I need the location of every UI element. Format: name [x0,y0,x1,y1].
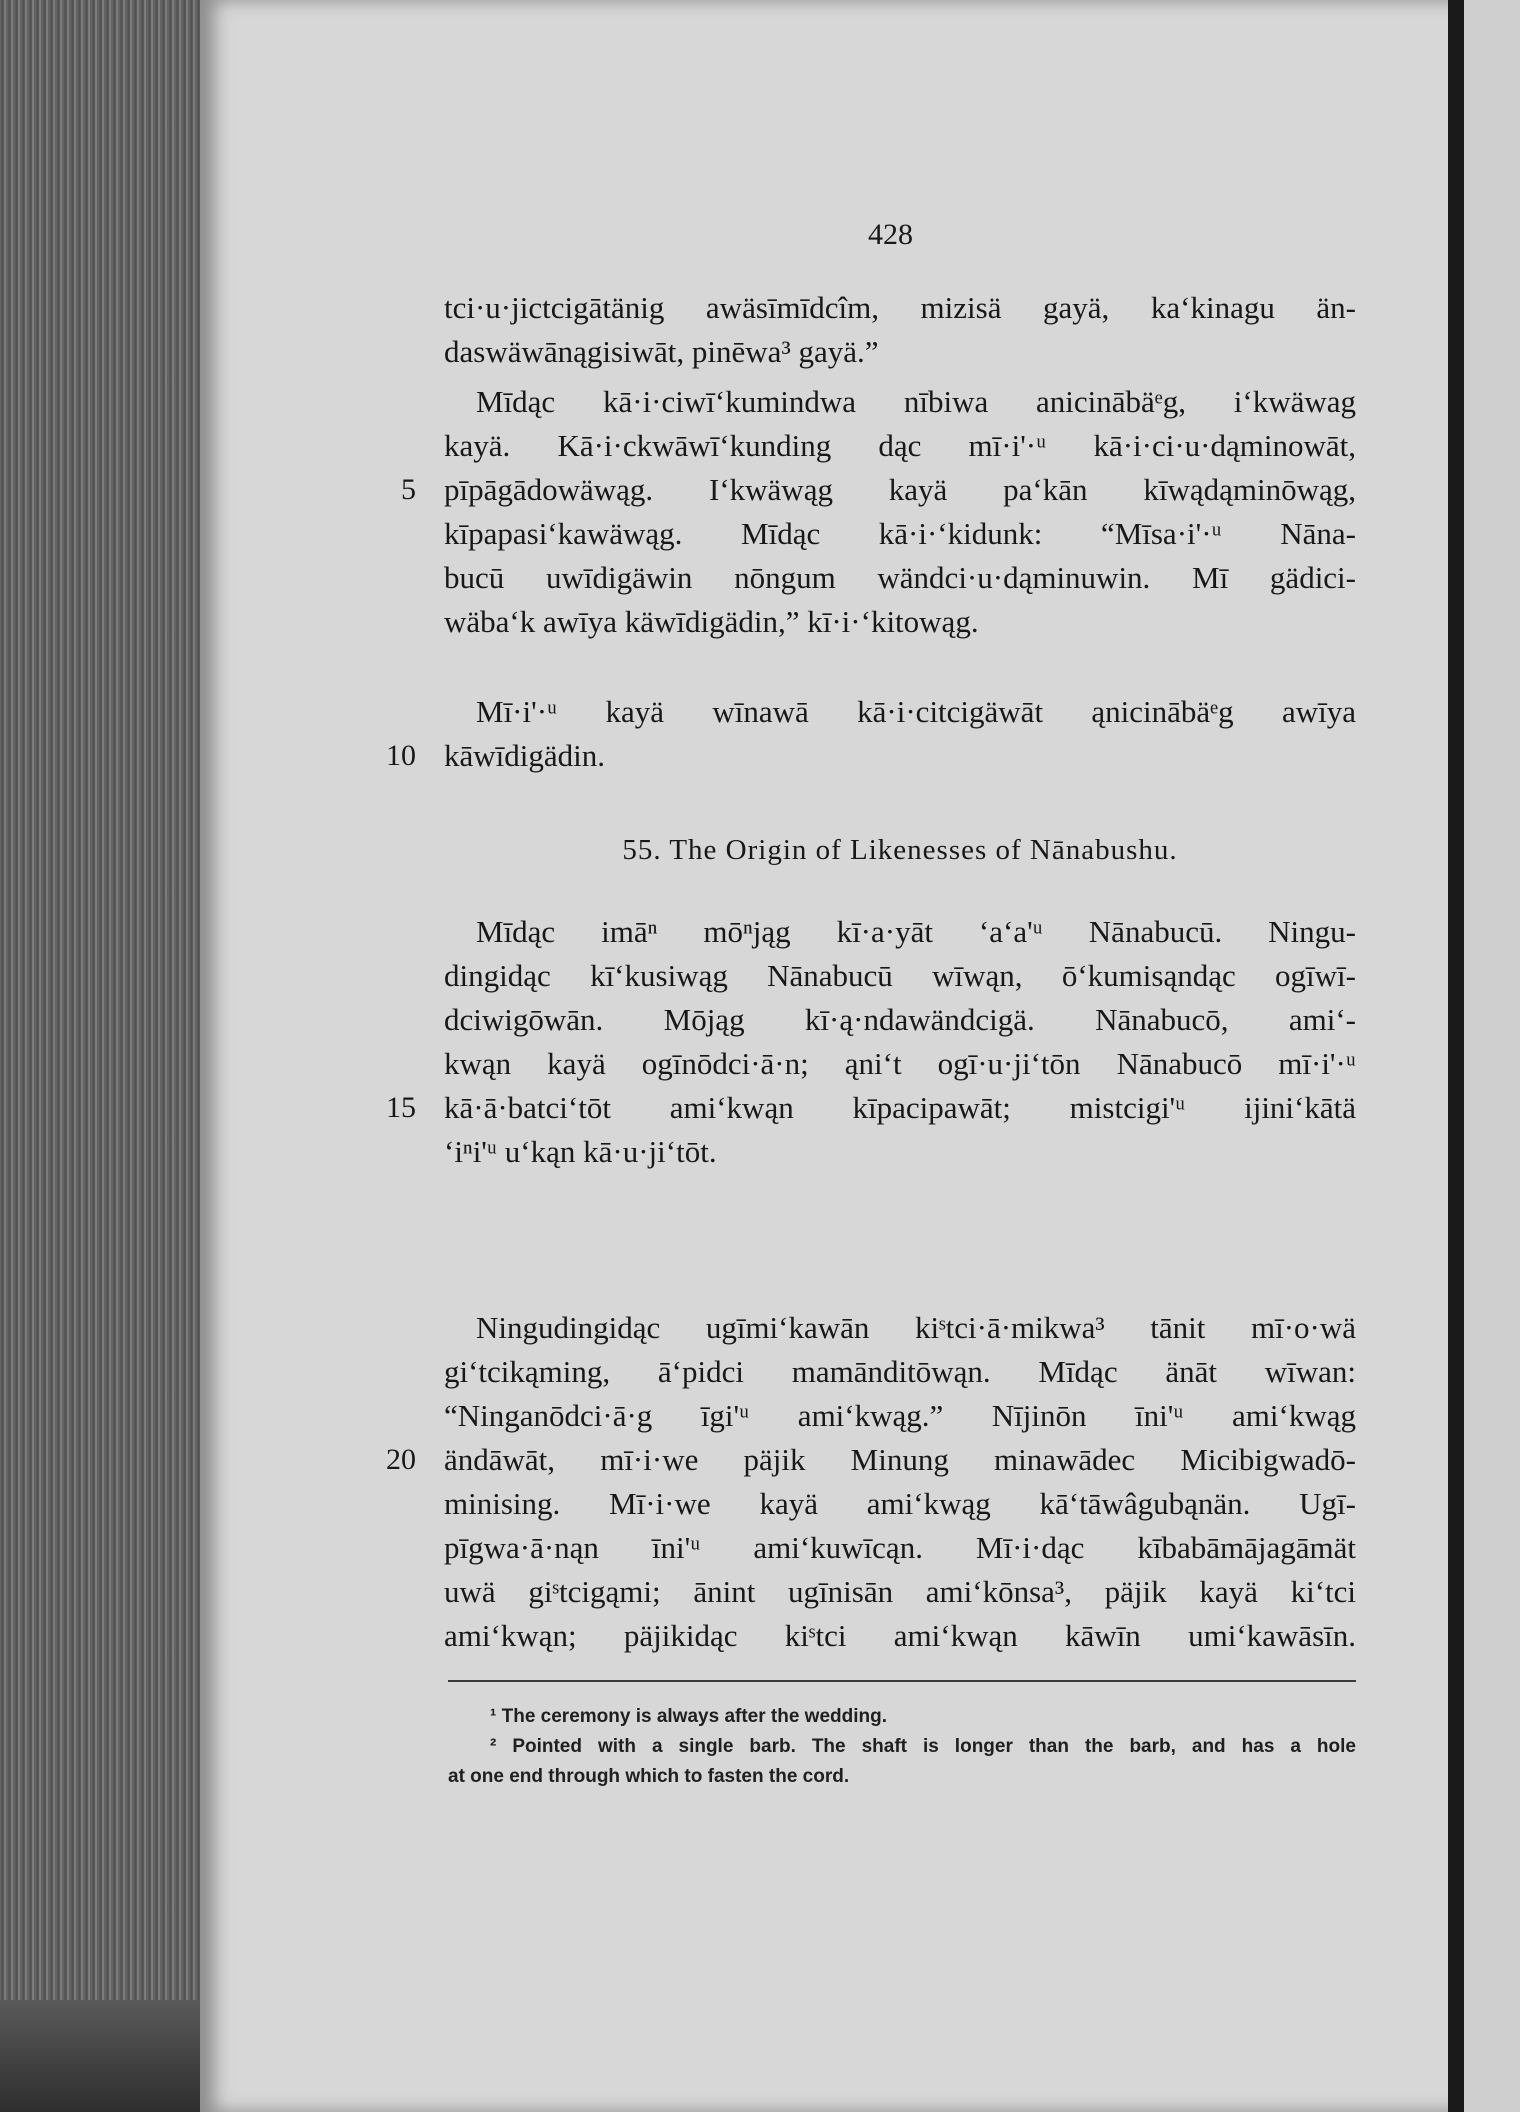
footnote-divider [448,1680,1356,1682]
footnote: ¹ The ceremony is always after the wedding. [490,1706,888,1727]
text-line: kwąn kayä ogīnōdci·ā·n; ąni‘t ogī·u·ji‘tōn Nānabucō mī·i'·ᵘ [444,1046,1356,1081]
section-heading: 55. The Origin of Likenesses of Nānabushu. [622,834,1178,866]
footnote: ² Pointed with a single barb. The shaft is longer than the barb, and has a hole [490,1736,1356,1757]
text-line: uwä giˢtcigąmi; ānint ugīnisān ami‘kōnsa³, päjik kayä ki‘tci [444,1574,1356,1609]
text-line: kā·ā·batci‘tōt ami‘kwąn kīpacipawāt; mistcigi'ᵘ ijini‘kātä [444,1090,1356,1125]
text-line: dingidąc kī‘kusiwąg Nānabucū wīwąn, ō‘kumisąndąc ogīwī- [444,958,1356,993]
book-gutter [1448,0,1464,2112]
text-line: daswäwānągisiwāt, pinēwa³ gayä.” [444,334,879,369]
book-binding-shadow [0,2000,210,2112]
text-line: tci·u·jictcigātänig awäsīmīdcîm, mizisä gayä, ka‘kinagu än- [444,290,1356,325]
text-line: pīpāgādowäwąg. I‘kwäwąg kayä pa‘kān kīwądąminōwąg, [444,472,1356,507]
text-line: Ningudingidąc ugīmi‘kawān kiˢtci·ā·mikwa³ tānit mī·o·wä [476,1310,1356,1345]
text-line: Mī·i'·ᵘ kayä wīnawā kā·i·citcigäwāt ąnicinābäᵉg awīya [476,694,1356,729]
text-line: dciwigōwān. Mōjąg kī·ą·ndawändcigä. Nānabucō, ami‘- [444,1002,1356,1037]
text-line: “Ninganōdci·ā·g īgi'ᵘ ami‘kwąg.” Nījinōn īni'ᵘ ami‘kwąg [444,1398,1356,1433]
line-number: 15 [386,1091,416,1124]
footnote: at one end through which to fasten the cord. [448,1766,850,1787]
line-number: 5 [401,473,416,506]
text-line: ‘iⁿi'ᵘ u‘kąn kā·u·ji‘tōt. [444,1134,717,1169]
text-line: Mīdąc imāⁿ mōⁿjąg kī·a·yāt ‘a‘a'ᵘ Nānabucū. Ningu- [476,914,1356,949]
text-line: kīpapasi‘kawäwąg. Mīdąc kā·i·‘kidunk: “Mīsa·i'·ᵘ Nāna- [444,516,1356,551]
text-line: gi‘tcikąming, ā‘pidci mamānditōwąn. Mīdąc änāt wīwan: [444,1354,1356,1389]
text-line: minising. Mī·i·we kayä ami‘kwąg kā‘tāwâgubąnän. Ugī- [444,1486,1356,1521]
text-line: Mīdąc kā·i·ciwī‘kumindwa nībiwa anicinābäᵉg, i‘kwäwag [476,384,1356,419]
book-page-edges [0,0,200,2112]
text-line: kayä. Kā·i·ckwāwī‘kunding dąc mī·i'·ᵘ kā·i·ci·u·dąminowāt, [444,428,1356,463]
text-line: ami‘kwąn; päjikidąc kiˢtci ami‘kwąn kāwīn umi‘kawāsīn. [444,1618,1356,1653]
text-line: bucū uwīdigäwin nōngum wändci·u·dąminuwin. Mī gädici- [444,560,1356,595]
page-number: 428 [868,218,913,251]
text-line: kāwīdigädin. [444,738,605,773]
line-number: 20 [386,1443,416,1476]
text-line: pīgwa·ā·nąn īni'ᵘ ami‘kuwīcąn. Mī·i·dąc kībabāmājagāmät [444,1530,1356,1565]
line-number: 10 [386,739,416,772]
facing-page-edge [1464,0,1520,2112]
text-line: ändāwāt, mī·i·we päjik Minung minawādec Micibigwadō- [444,1442,1356,1477]
text-line: wäba‘k awīya käwīdigädin,” kī·i·‘kitowąg. [444,604,979,639]
